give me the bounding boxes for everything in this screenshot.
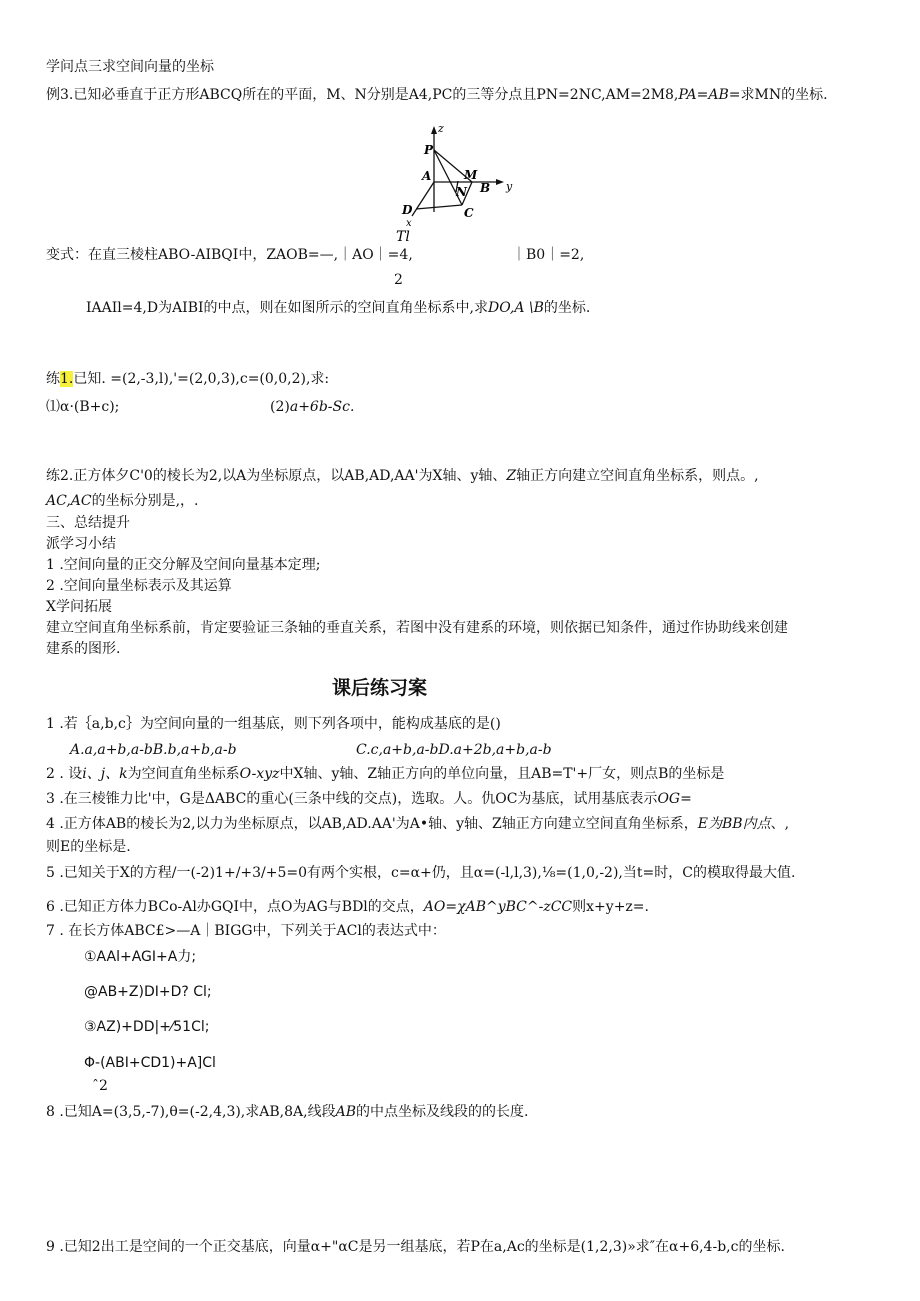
exercise-2-line-1b: 轴正方向建立空间直角坐标系，则点。, — [516, 468, 759, 484]
summary-subheading-1: 派学习小结 — [46, 536, 116, 552]
question-7-option-3: ③AZ)+DD|+⁄51Cl; — [84, 1019, 210, 1035]
summary-paragraph-1: 建立空间直角坐标系前，肯定要验证三条轴的垂直关系，若图中没有建系的环境，则依据已知条件，通过作协助线来创建 — [46, 620, 788, 636]
question-3 — [46, 790, 692, 808]
question-8 — [46, 1103, 528, 1121]
exercise-1 — [46, 370, 329, 388]
question-3a: 3 .在三棱锥力比'中，G是ΔABC的重心(三条中线的交点)，选取。人。仇OC为基底，试用基底表示 — [46, 791, 658, 807]
variant-fraction-denominator: 2 — [394, 272, 403, 288]
z-arrow-icon — [431, 126, 437, 134]
summary-item-2: 2 .空间向量坐标表示及其运算 — [46, 578, 232, 594]
question-4-formula: E为BB内点 — [697, 816, 771, 832]
example-3-text: 例3.已知必垂直于正方形ABCQ所在的平面，M、N分别是A4,PC的三等分点且PN=2NC,AM=2M8, — [46, 87, 679, 103]
exercise-2-formula: AC,AC — [46, 493, 92, 509]
question-2 — [46, 765, 724, 783]
summary-paragraph-2: 建系的图形. — [46, 641, 121, 657]
exercise-1-part-2-prefix: (2) — [270, 399, 290, 415]
label-A: A — [422, 169, 432, 183]
variant-line-2b: 的坐标. — [543, 300, 591, 316]
question-7-option-4-sub: ˆ2 — [92, 1078, 108, 1094]
edge-DC — [416, 205, 462, 209]
question-4a: 4 .正方体AB的棱长为2,以力为坐标原点，以AB,AD.AA'为A•轴、y轴、Z轴正方向建立空间直角坐标系， — [46, 816, 698, 832]
question-4b: 、, — [770, 816, 790, 832]
question-4 — [46, 815, 789, 833]
question-7: 7 . 在长方体ABC£>—A｜BIGG中，下列关于ACl的表达式中： — [46, 923, 446, 939]
exercise-2-line-1 — [46, 467, 759, 485]
exercise-1-prefix: 练 — [46, 371, 60, 387]
question-2-system: O-xyz — [239, 766, 280, 782]
label-y: y — [506, 180, 513, 193]
label-x: x — [406, 218, 412, 229]
variant-line-2-formula: DO,A \B — [487, 300, 544, 316]
exercise-1-part-1: ⑴α·(B+c); — [46, 399, 120, 415]
summary-heading: 三、总结提升 — [46, 515, 130, 531]
label-C: C — [464, 206, 474, 220]
question-1-options-ab: A.a,a+b,a-bB.b,a+b,a-b — [70, 742, 237, 758]
question-6 — [46, 898, 649, 916]
summary-subheading-2: X学问拓展 — [46, 599, 112, 615]
question-3-formula: OG= — [657, 791, 692, 807]
question-2b: 为空间直角坐标系 — [127, 766, 240, 782]
label-D: D — [402, 203, 413, 217]
x-axis — [412, 182, 434, 216]
question-5: 5 .已知关于X的方程/一(-2)1+/+3/+5=0有两个实根，c=α+仍，且α=(-l,l,3),⅛=(1,0,-2),当t=时，C的模取得最大值. — [46, 865, 796, 881]
summary-item-1: 1 .空间向量的正交分解及空间向量基本定理; — [46, 557, 321, 573]
question-2a: 2 . 设 — [46, 766, 83, 782]
exercise-1-number-highlight: 1. — [60, 371, 74, 387]
example-3 — [46, 86, 828, 104]
label-N: N — [456, 185, 467, 199]
question-9: 9 .已知2出工是空间的一个正交基底，向量α+"αC是另一组基底，若P在a,Ac的坐标是(1,2,3)»求″在α+6,4-b,c的坐标. — [46, 1239, 785, 1255]
question-6-formula: AO=χAB^yBC^-zCC — [423, 899, 573, 915]
section-heading: 学问点三求空间向量的坐标 — [46, 59, 214, 75]
exercise-1-part-2 — [270, 398, 354, 416]
label-z: z — [438, 122, 444, 135]
variant-line-1a: 变式：在直三棱柱ABO-AIBQI中，ZAOB=—,｜AO｜=4, — [46, 247, 413, 263]
question-7-option-2: @AB+Z)DI+D? Cl; — [84, 984, 212, 1000]
question-7-option-4: Φ-(ABI+CD1)+A]Cl — [84, 1055, 216, 1071]
question-6a: 6 .已知正方体力BCo-Al办GQI中，点O为AG与BDl的交点， — [46, 899, 424, 915]
question-6b: 则x+y+z=. — [572, 899, 649, 915]
question-8-formula: AB — [335, 1104, 356, 1120]
example-3-formula: PA=AB= — [678, 87, 741, 103]
figure-caption: Tl — [396, 229, 410, 244]
exercise-1-part-2-formula: a+6b-Sc. — [289, 399, 355, 415]
question-8a: 8 .已知A=(3,5,-7),θ=(-2,4,3),求AB,8A,线段 — [46, 1104, 336, 1120]
example-3-tail: 求MN的坐标. — [740, 87, 828, 103]
question-2c: 中X轴、y轴、Z轴正方向的单位向量，且AB=T'+厂女，则点B的坐标是 — [279, 766, 725, 782]
exercise-2-line-2 — [46, 492, 199, 510]
question-1: 1 .若｛a,b,c｝为空间向量的一组基底，则下列各项中，能构成基底的是() — [46, 716, 501, 732]
label-M: M — [464, 168, 478, 182]
variant-line-2 — [86, 299, 590, 317]
question-2-vars: i、j、k — [82, 766, 128, 782]
label-B: B — [480, 181, 491, 195]
question-1-options-cd: C.c,a+b,a-bD.a+2b,a+b,a-b — [356, 742, 552, 758]
label-P: P — [424, 143, 434, 157]
question-4-line-2: 则E的坐标是. — [46, 839, 131, 855]
question-8b: 的中点坐标及线段的的长度. — [355, 1104, 529, 1120]
homework-title: 课后练习案 — [332, 677, 428, 699]
variant-line-1b: ｜B0｜=2, — [512, 247, 585, 263]
exercise-2-line-1a: 练2.正方体夕C'0的棱长为2,以A为坐标原点，以AB,AD,AA'为X轴、y轴、 — [46, 468, 507, 484]
exercise-2-z: Z — [506, 468, 517, 484]
exercise-2-line-2b: 的坐标分别是,，. — [91, 493, 199, 509]
question-7-option-1: ①AAl+AGI+A力; — [84, 949, 197, 965]
exercise-1-text: 已知. =(2,-3,l),'=(2,0,3),c=(0,0,2),求: — [73, 371, 330, 387]
variant-line-2a: IAAIl=4,D为AIBI的中点，则在如图所示的空间直角坐标系中,求 — [86, 300, 488, 316]
coordinate-figure — [390, 118, 530, 244]
y-arrow-icon — [496, 179, 504, 185]
